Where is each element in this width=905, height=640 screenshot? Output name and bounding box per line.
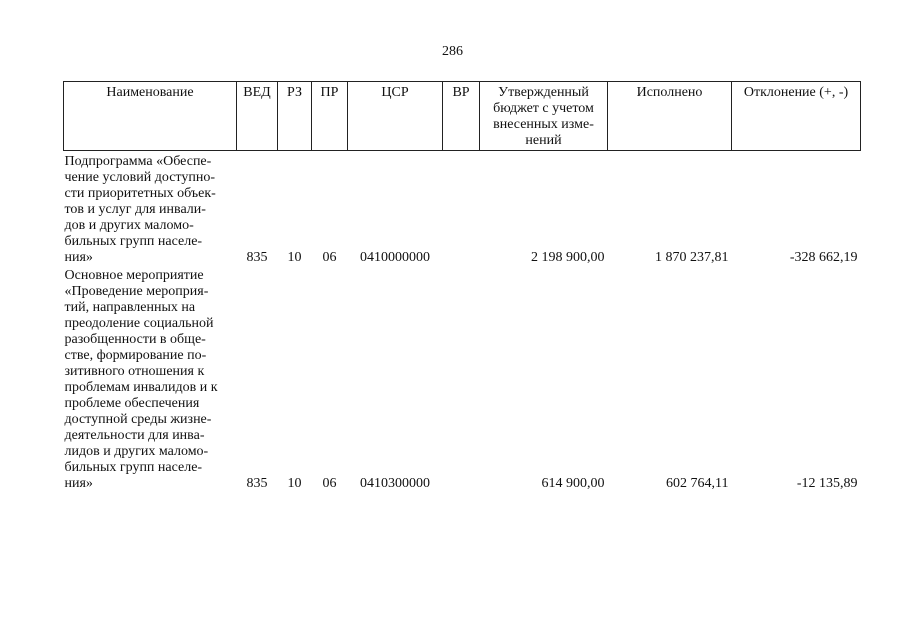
name-line: деятельности для инва- <box>64 428 205 443</box>
header-deviation: Отклонение (+, -) <box>732 82 861 151</box>
row-vr <box>443 151 480 267</box>
name-line: проблеме обеспечения <box>64 396 200 411</box>
name-line: «Проведение мероприя- <box>64 284 209 299</box>
row-rz: 10 <box>287 476 302 491</box>
name-line: лидов и других маломо- <box>64 444 209 459</box>
name-line: ния» <box>64 250 93 265</box>
row-csr: 0410000000 <box>360 250 430 265</box>
row-name-cell <box>64 151 237 267</box>
name-line: Подпрограмма «Обеспе- <box>64 154 212 169</box>
table-row <box>64 266 861 492</box>
name-line: Основное мероприятие <box>64 268 204 283</box>
header-approved-budget: Утвержденный бюджет с учетом внесенных изме-нений <box>480 82 608 151</box>
row-deviation: -12 135,89 <box>796 476 858 491</box>
name-line: ния» <box>64 476 93 491</box>
row-ved: 835 <box>246 250 268 265</box>
name-line: тов и услуг для инвали- <box>64 202 206 217</box>
table-header-row <box>64 82 861 151</box>
name-line: зитивного отношения к <box>64 364 205 379</box>
row-vr <box>443 266 480 492</box>
row-approved: 2 198 900,00 <box>531 250 605 265</box>
row-csr: 0410300000 <box>360 476 430 491</box>
name-line: разобщенности в обще- <box>64 332 206 347</box>
row-executed: 1 870 237,81 <box>655 250 729 265</box>
table-row <box>64 151 861 267</box>
row-executed: 602 764,11 <box>666 476 729 491</box>
name-line: дов и других маломо- <box>64 218 194 233</box>
header-csr: ЦСР <box>348 82 443 151</box>
name-line: бильных групп населе- <box>64 460 203 475</box>
name-line: доступной среды жизне- <box>64 412 212 427</box>
name-line: стве, формирование по- <box>64 348 207 363</box>
row-pr: 06 <box>322 250 337 265</box>
name-line: тий, направленных на <box>64 300 196 315</box>
name-line: преодоление социальной <box>64 316 214 331</box>
row-approved: 614 900,00 <box>541 476 605 491</box>
row-rz: 10 <box>287 250 302 265</box>
header-pr: ПР <box>312 82 348 151</box>
header-ved: ВЕД <box>237 82 278 151</box>
page-number: 286 <box>442 44 463 59</box>
header-name: Наименование <box>64 82 237 151</box>
header-executed: Исполнено <box>608 82 732 151</box>
header-vr: ВР <box>443 82 480 151</box>
name-line: сти приоритетных объек- <box>64 186 216 201</box>
name-line: чение условий доступно- <box>64 170 216 185</box>
header-rz: РЗ <box>278 82 312 151</box>
row-name-cell <box>64 266 237 492</box>
row-pr: 06 <box>322 476 337 491</box>
row-ved: 835 <box>246 476 268 491</box>
row-deviation: -328 662,19 <box>789 250 858 265</box>
name-line: бильных групп населе- <box>64 234 203 249</box>
budget-table <box>63 81 861 492</box>
name-line: проблемам инвалидов и к <box>64 380 218 395</box>
